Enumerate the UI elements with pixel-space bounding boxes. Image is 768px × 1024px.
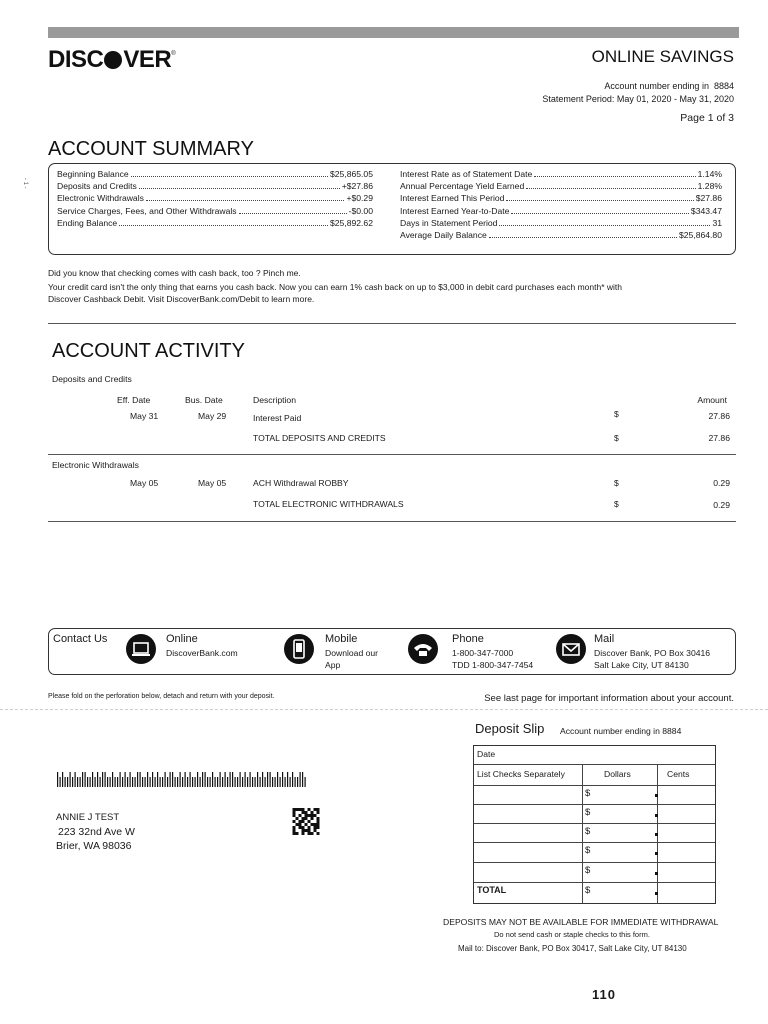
section-divider: [48, 521, 736, 522]
summary-row: Service Charges, Fees, and Other Withdrawals -$0.00: [57, 205, 373, 216]
slip-cents-label: Cents: [667, 769, 690, 779]
deposit-slip-title: Deposit Slip: [475, 721, 545, 736]
side-page-mark: - 1 -: [22, 178, 28, 189]
summary-row: Days in Statement Period 31: [400, 217, 722, 228]
tdd-number[interactable]: TDD 1-800-347-7454: [452, 660, 534, 670]
recipient-city: Brier, WA 98036: [56, 840, 132, 852]
recipient-street: 223 32nd Ave W: [58, 826, 135, 838]
deposits-label: Deposits and Credits: [52, 374, 132, 384]
see-last-page-note: See last page for important information about your account.: [484, 693, 734, 704]
promo-line-2: Your credit card isn't the only thing that earns you cash back. Now you can earn 1% cash back on up to $3,000 in debit card purchases each month* with: [48, 282, 622, 292]
mail-envelope-icon: [556, 634, 586, 664]
fold-instruction: Please fold on the perforation below, detach and return with your deposit.: [48, 693, 275, 700]
slip-date-label: Date: [477, 749, 496, 759]
col-bus-date: Bus. Date: [185, 395, 223, 405]
recipient-name: ANNIE J TEST: [56, 812, 120, 823]
online-link[interactable]: DiscoverBank.com: [166, 648, 238, 658]
mobile-phone-icon: [284, 634, 314, 664]
section-divider: [48, 454, 736, 455]
slip-dollars-label: Dollars: [604, 769, 631, 779]
summary-row: Deposits and Credits +$27.86: [57, 181, 373, 192]
col-eff-date: Eff. Date: [117, 395, 151, 405]
promo-line-3: Discover Cashback Debit. Visit DiscoverBank.com/Debit to learn more.: [48, 294, 315, 304]
postal-barcode: [56, 772, 308, 787]
deposit-slip-account: Account number ending in 8884: [560, 726, 682, 736]
summary-right-column: [400, 169, 722, 242]
summary-title: ACCOUNT SUMMARY: [48, 138, 254, 160]
mobile-line-1: Download our: [325, 648, 379, 658]
summary-row: Interest Earned Year-to-Date $343.47: [400, 205, 722, 216]
mobile-line-2: App: [325, 660, 341, 670]
account-number: Account number ending in 8884: [604, 81, 734, 91]
promo-line-1: Did you know that checking comes with cash back, too ? Pinch me.: [48, 268, 301, 278]
deposit-description: Interest Paid: [253, 413, 302, 423]
summary-row: Beginning Balance $25,865.05: [57, 169, 373, 179]
slip-currency: $: [585, 865, 591, 876]
withdrawal-currency: $: [614, 478, 619, 488]
withdrawal-total-amount: 0.29: [713, 500, 730, 510]
deposit-total-currency: $: [614, 433, 619, 443]
summary-row: Average Daily Balance $25,864.80: [400, 229, 722, 240]
deposit-bus-date: May 29: [198, 411, 227, 421]
activity-title: ACCOUNT ACTIVITY: [52, 340, 245, 362]
slip-currency: $: [585, 788, 591, 799]
section-divider: [48, 323, 736, 324]
slip-no-cash-note: Do not send cash or staple checks to this form.: [494, 930, 650, 939]
mail-line-1: Discover Bank, PO Box 30416: [594, 648, 711, 658]
phone-title: Phone: [452, 633, 484, 645]
slip-currency: $: [585, 845, 591, 856]
col-description: Description: [253, 395, 296, 405]
withdrawals-label: Electronic Withdrawals: [52, 460, 139, 470]
online-title: Online: [166, 633, 198, 645]
header-bar: [48, 27, 739, 38]
deposit-total-amount: 27.86: [708, 433, 730, 443]
withdrawal-amount: 0.29: [713, 478, 730, 488]
phone-handset-icon: [408, 634, 438, 664]
statement-period: Statement Period: May 01, 2020 - May 31, 2020: [542, 94, 734, 104]
deposit-amount: 27.86: [708, 411, 730, 421]
withdrawal-total-label: TOTAL ELECTRONIC WITHDRAWALS: [253, 499, 404, 509]
page-number: Page 1 of 3: [680, 112, 734, 124]
contact-title: Contact Us: [53, 633, 108, 645]
discover-logo: DISC VER®: [48, 46, 176, 73]
withdrawal-eff-date: May 05: [130, 478, 159, 488]
slip-currency: $: [585, 885, 591, 896]
summary-row: Electronic Withdrawals +$0.29: [57, 193, 373, 204]
logo-circle-icon: [104, 51, 122, 69]
withdrawal-total-currency: $: [614, 499, 619, 509]
slip-currency: $: [585, 826, 591, 837]
footer-code: 110: [592, 987, 616, 1002]
product-title: ONLINE SAVINGS: [591, 47, 734, 66]
summary-row: Ending Balance $25,892.62: [57, 217, 373, 228]
summary-row: Interest Rate as of Statement Date 1.14%: [400, 169, 722, 179]
perforation-line: [0, 709, 768, 710]
deposit-eff-date: May 31: [130, 411, 159, 421]
deposit-currency: $: [614, 409, 619, 419]
deposit-slip-table: [473, 745, 716, 904]
withdrawal-bus-date: May 05: [198, 478, 227, 488]
mobile-title: Mobile: [325, 633, 358, 645]
slip-availability-notice: DEPOSITS MAY NOT BE AVAILABLE FOR IMMEDIATE WITHDRAWAL: [443, 917, 719, 927]
mail-title: Mail: [594, 633, 615, 645]
withdrawal-description: ACH Withdrawal ROBBY: [253, 478, 349, 488]
summary-row: Interest Earned This Period $27.86: [400, 193, 722, 204]
mail-line-2: Salt Lake City, UT 84130: [594, 660, 689, 670]
slip-total-label: TOTAL: [477, 885, 507, 895]
online-computer-icon: [126, 634, 156, 664]
qr-code: [292, 808, 320, 835]
summary-left-column: [57, 169, 373, 230]
slip-list-label: List Checks Separately: [477, 769, 565, 779]
summary-row: Annual Percentage Yield Earned 1.28%: [400, 181, 722, 192]
deposit-total-label: TOTAL DEPOSITS AND CREDITS: [253, 433, 386, 443]
slip-currency: $: [585, 807, 591, 818]
col-amount: Amount: [697, 395, 727, 405]
phone-number[interactable]: 1-800-347-7000: [452, 648, 514, 658]
slip-mail-to: Mail to: Discover Bank, PO Box 30417, Salt Lake City, UT 84130: [458, 944, 687, 953]
